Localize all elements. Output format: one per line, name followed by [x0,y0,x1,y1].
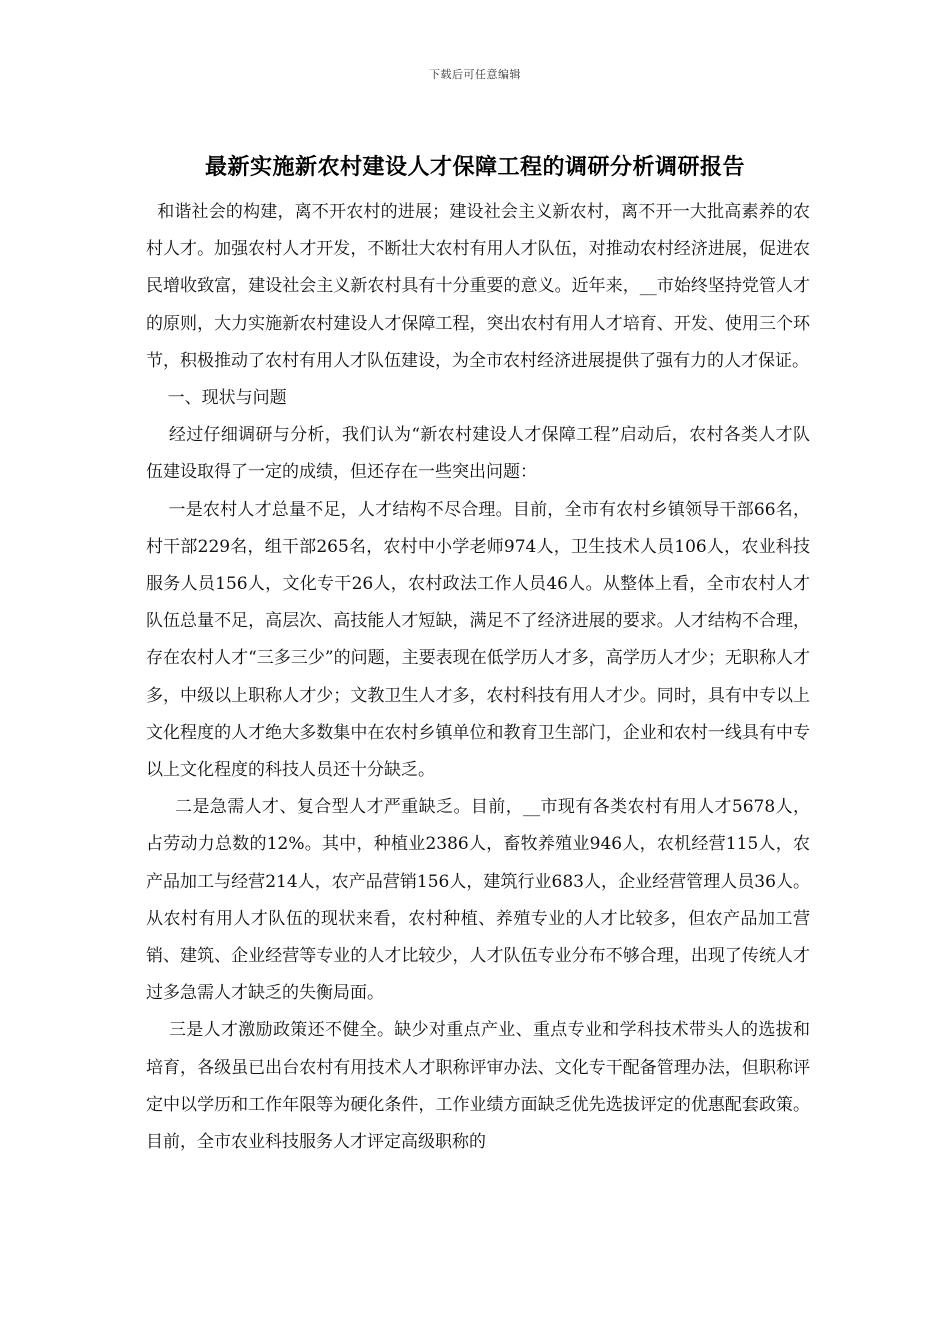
document-title: 最新实施新农村建设人才保障工程的调研分析调研报告 [204,154,745,180]
header-note: 下载后可任意编辑 [429,68,521,81]
section-heading: 一、现状与问题 [146,388,287,409]
paragraph-intro: 和谐社会的构建，离不开农村的进展；建设社会主义新农村，离不开一大批高素养的农村人才。加强农村人才开发，不断壮大农村有用人才队伍，对推动农村经济进展，促进农民增收致富，建设社会主义新农村具有十分重要的意义。近年来，__市始终坚持党管人才的原则，大力实施新农村建设人才保障工程，突出农村有用人才培育、开发、使用三个环节，积极推动了农村有用人才队伍建设，为全市农村经济进展提供了强有力的人才保证。 [146,202,811,371]
paragraph-problem-two: 二是急需人才、复合型人才严重缺乏。目前，__市现有各类农村有用人才5678人，占劳动力总数的12%。其中，种植业2386人，畜牧养殖业946人，农机经营115人，农产品加工与经营214人，农产品营销156人，建筑行业683人，企业经营管理人员36人。从农村有用人才队伍的现状来看，农村种植、养殖专业的人才比较多，但农产品加工营销、建筑、企业经营等专业的人才比较少，人才队伍专业分布不够合理，出现了传统人才过多急需人才缺乏的失衡局面。 [146,797,810,1004]
document-body [146,194,810,1161]
paragraph-problem-three: 三是人才激励政策还不健全。缺少对重点产业、重点专业和学科技术带头人的选拔和培育，各级虽已出台农村有用技术人才职称评审办法、文化专干配备管理办法，但职称评定中以学历和工作年限等为硬化条件，工作业绩方面缺乏优先选拔评定的优惠配套政策。目前，全市农业科技服务人才评定高级职称的 [146,1020,810,1153]
paragraph-problem-one: 一是农村人才总量不足，人才结构不尽合理。目前，全市有农村乡镇领导干部66名，村干部229名，组干部265名，农村中小学老师974人，卫生技术人员106人，农业科技服务人员156人，文化专干26人，农村政法工作人员46人。从整体上看，全市农村人才队伍总量不足，高层次、高技能人才短缺，满足不了经济进展的要求。人才结构不合理，存在农村人才“三多三少”的问题，主要表现在低学历人才多，高学历人才少；无职称人才多，中级以上职称人才少；文教卫生人才多，农村科技有用人才少。同时，具有中专以上文化程度的人才绝大多数集中在农村乡镇单位和教育卫生部门，企业和农村一线具有中专以上文化程度的科技人员还十分缺乏。 [146,499,810,781]
paragraph-overview: 经过仔细调研与分析，我们认为“新农村建设人才保障工程”启动后，农村各类人才队伍建设取得了一定的成绩，但还存在一些突出问题： [146,425,810,483]
